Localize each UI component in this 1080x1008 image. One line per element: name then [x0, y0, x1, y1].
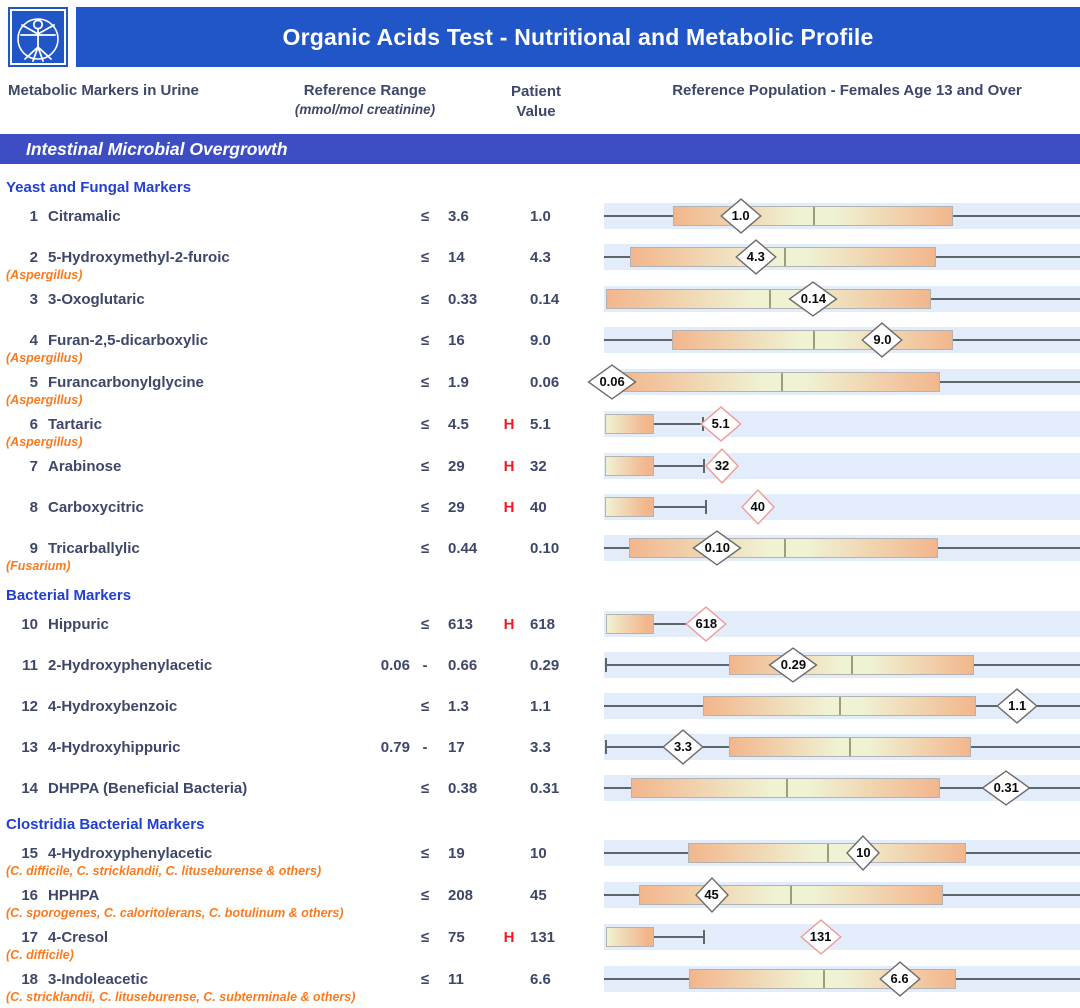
whisker-cap-right — [703, 930, 705, 944]
reference-operator: ≤ — [420, 207, 430, 225]
organism-note: (Aspergillus) — [6, 268, 83, 282]
whisker-cap-left — [605, 658, 607, 672]
patient-value: 6.6 — [530, 970, 551, 988]
patient-value: 131 — [530, 928, 556, 946]
plot-band — [604, 775, 1080, 801]
marker-line — [0, 369, 1080, 395]
plot-band — [604, 966, 1080, 992]
patient-label-line2: Value — [516, 103, 556, 120]
plot-band — [604, 286, 1080, 312]
plot-band — [604, 535, 1080, 561]
median-line — [784, 539, 786, 557]
distribution-plot — [604, 734, 1080, 760]
marker-row — [0, 411, 1080, 450]
patient-marker-diamond — [861, 322, 903, 358]
marker-number: 12 — [21, 697, 38, 715]
patient-marker-value: 4.3 — [746, 249, 765, 264]
high-flag: H — [503, 415, 515, 433]
marker-line — [0, 693, 1080, 719]
patient-marker-diamond — [720, 198, 762, 234]
distribution-plot — [604, 840, 1080, 866]
reference-high-value: 0.38 — [448, 779, 478, 797]
reference-high-value: 1.3 — [448, 697, 469, 715]
reference-operator: ≤ — [420, 290, 430, 308]
quartile-box — [619, 372, 940, 392]
patient-marker-value: 10 — [856, 845, 871, 860]
organism-note: (C. stricklandii, C. lituseburense, C. subterminale & others) — [6, 990, 356, 1004]
reference-high-value: 14 — [448, 248, 465, 266]
marker-name: HPHPA — [48, 886, 100, 904]
marker-number: 13 — [21, 738, 38, 756]
column-header-patient-value — [486, 82, 586, 122]
patient-value: 40 — [530, 498, 547, 516]
marker-line — [0, 924, 1080, 950]
report-header — [0, 0, 1080, 74]
plot-band — [604, 734, 1080, 760]
whisker-cap-left — [605, 740, 607, 754]
column-header-population: Reference Population - Females Age 13 and Over — [672, 82, 1022, 99]
marker-name: Carboxycitric — [48, 498, 144, 516]
reference-high-value: 0.66 — [448, 656, 478, 674]
distribution-plot — [604, 535, 1080, 561]
marker-name: 4-Hydroxybenzoic — [48, 697, 178, 715]
marker-line — [0, 327, 1080, 353]
distribution-plot — [604, 286, 1080, 312]
marker-line — [0, 882, 1080, 908]
reference-operator: ≤ — [420, 248, 430, 266]
patient-marker-diamond — [685, 606, 727, 642]
patient-value: 0.10 — [530, 539, 560, 557]
reference-high-value: 19 — [448, 844, 465, 862]
marker-number: 6 — [29, 415, 38, 433]
plot-band — [599, 369, 1080, 395]
patient-marker-value: 618 — [695, 616, 718, 631]
marker-line — [0, 840, 1080, 866]
plot-band — [604, 882, 1080, 908]
marker-row — [0, 535, 1080, 574]
marker-name: Arabinose — [48, 457, 122, 475]
reference-operator: ≤ — [420, 331, 430, 349]
reference-operator: ≤ — [420, 457, 430, 475]
plot-band — [604, 453, 1080, 479]
reference-high-value: 29 — [448, 498, 465, 516]
patient-marker-value: 0.10 — [704, 540, 730, 555]
whisker-line — [654, 465, 703, 467]
marker-name: Hippuric — [48, 615, 109, 633]
distribution-plot — [604, 882, 1080, 908]
marker-row — [0, 652, 1080, 678]
marker-number: 16 — [21, 886, 38, 904]
patient-marker-diamond — [705, 448, 739, 484]
plot-band — [604, 611, 1080, 637]
median-line — [769, 290, 771, 308]
marker-row — [0, 453, 1080, 479]
distribution-plot — [604, 693, 1080, 719]
marker-line — [0, 535, 1080, 561]
median-line — [851, 656, 853, 674]
marker-number: 1 — [29, 207, 38, 225]
marker-row — [0, 369, 1080, 408]
reference-high-value: 1.9 — [448, 373, 469, 391]
organism-note: (Aspergillus) — [6, 351, 83, 365]
reference-high-value: 11 — [448, 970, 464, 988]
reference-high-value: 4.5 — [448, 415, 469, 433]
organism-note: (Aspergillus) — [6, 435, 83, 449]
patient-marker-diamond — [700, 406, 742, 442]
marker-row — [0, 494, 1080, 520]
median-line — [813, 331, 815, 349]
high-flag: H — [503, 457, 515, 475]
patient-marker-diamond — [996, 688, 1038, 724]
patient-marker-value: 1.0 — [731, 208, 750, 223]
median-line — [784, 248, 786, 266]
marker-number: 9 — [29, 539, 38, 557]
reference-operator: ≤ — [420, 970, 430, 988]
reference-operator: ≤ — [420, 928, 430, 946]
marker-number: 18 — [21, 970, 38, 988]
patient-marker-diamond — [735, 239, 777, 275]
reference-range-unit: (mmol/mol creatinine) — [294, 102, 436, 117]
patient-value: 10 — [530, 844, 547, 862]
patient-value: 0.29 — [530, 656, 560, 674]
plot-band — [604, 693, 1080, 719]
patient-marker-value: 1.1 — [1008, 698, 1027, 713]
reference-high-value: 208 — [448, 886, 474, 904]
reference-operator: ≤ — [420, 844, 430, 862]
vitruvian-man-logo-icon — [8, 7, 68, 67]
patient-label-line1: Patient — [510, 83, 561, 100]
group-title: Bacterial Markers — [6, 587, 132, 604]
marker-name: 3-Oxoglutaric — [48, 290, 145, 308]
median-line — [823, 970, 825, 988]
group-title: Yeast and Fungal Markers — [6, 179, 192, 196]
reference-operator: ≤ — [420, 415, 430, 433]
marker-number: 2 — [29, 248, 38, 266]
whisker-cap-right — [705, 500, 707, 514]
marker-name: 3-Indoleacetic — [48, 970, 149, 988]
marker-line — [0, 411, 1080, 437]
reference-high-value: 75 — [448, 928, 465, 946]
marker-line — [0, 734, 1080, 760]
patient-marker-value: 0.31 — [993, 780, 1019, 795]
distribution-plot — [604, 775, 1080, 801]
reference-operator: - — [422, 656, 428, 674]
marker-name: Citramalic — [48, 207, 121, 225]
plot-band — [604, 203, 1080, 229]
median-line — [839, 697, 841, 715]
marker-row — [0, 734, 1080, 760]
median-line — [813, 207, 815, 225]
organism-note: (C. sporogenes, C. caloritolerans, C. botulinum & others) — [6, 906, 344, 920]
marker-number: 11 — [22, 656, 38, 674]
median-line — [790, 886, 792, 904]
patient-marker-diamond — [879, 961, 921, 997]
marker-row — [0, 840, 1080, 879]
reference-operator: ≤ — [420, 539, 430, 557]
reference-operator: ≤ — [420, 498, 430, 516]
reference-range-label: Reference Range — [303, 82, 427, 99]
marker-row — [0, 775, 1080, 801]
marker-row — [0, 611, 1080, 637]
reference-high-value: 29 — [448, 457, 465, 475]
median-line — [849, 738, 851, 756]
patient-marker-diamond — [768, 647, 818, 683]
marker-line — [0, 494, 1080, 520]
median-line — [781, 373, 783, 391]
median-line — [786, 779, 788, 797]
marker-number: 14 — [21, 779, 38, 797]
patient-marker-diamond — [692, 530, 742, 566]
patient-marker-value: 9.0 — [873, 332, 892, 347]
patient-marker-diamond — [788, 281, 838, 317]
high-flag: H — [503, 498, 515, 516]
distribution-plot — [604, 411, 1080, 437]
quartile-box — [605, 497, 655, 517]
organism-note: (C. difficile) — [6, 948, 74, 962]
distribution-plot — [604, 453, 1080, 479]
reference-high-value: 3.6 — [448, 207, 469, 225]
patient-value: 1.0 — [530, 207, 551, 225]
marker-number: 10 — [21, 615, 38, 633]
patient-marker-diamond — [695, 877, 729, 913]
marker-name: DHPPA (Beneficial Bacteria) — [48, 779, 248, 797]
plot-band — [604, 840, 1080, 866]
patient-value: 0.14 — [530, 290, 560, 308]
quartile-box — [605, 456, 655, 476]
organism-note: (Fusarium) — [6, 559, 71, 573]
marker-name: 4-Cresol — [48, 928, 109, 946]
distribution-plot — [604, 203, 1080, 229]
plot-band — [604, 411, 1080, 437]
reference-operator: ≤ — [420, 373, 430, 391]
marker-line — [0, 966, 1080, 992]
marker-row — [0, 244, 1080, 283]
patient-value: 0.31 — [530, 779, 560, 797]
patient-marker-diamond — [587, 364, 637, 400]
marker-name: Furan-2,5-dicarboxylic — [48, 331, 209, 349]
marker-groups — [0, 164, 1080, 1005]
patient-value: 32 — [530, 457, 547, 475]
patient-marker-diamond — [846, 835, 880, 871]
marker-line — [0, 453, 1080, 479]
marker-line — [0, 652, 1080, 678]
quartile-box — [606, 927, 655, 947]
distribution-plot — [604, 611, 1080, 637]
patient-marker-value: 0.14 — [800, 291, 827, 306]
patient-marker-value: 3.3 — [673, 739, 693, 754]
patient-value: 4.3 — [530, 248, 551, 266]
marker-number: 5 — [29, 373, 38, 391]
reference-operator: - — [422, 738, 428, 756]
plot-band — [604, 327, 1080, 353]
whisker-line — [654, 506, 705, 508]
patient-marker-value: 5.1 — [711, 416, 730, 431]
marker-row — [0, 286, 1080, 312]
marker-name: 4-Hydroxyhippuric — [48, 738, 181, 756]
marker-row — [0, 924, 1080, 963]
high-flag: H — [503, 928, 515, 946]
reference-high-value: 0.33 — [448, 290, 478, 308]
marker-line — [0, 775, 1080, 801]
patient-value: 45 — [530, 886, 547, 904]
title-bar — [76, 7, 1080, 67]
patient-value: 3.3 — [530, 738, 551, 756]
marker-number: 3 — [29, 290, 38, 308]
high-flag: H — [503, 615, 515, 633]
report-title: Organic Acids Test - Nutritional and Metabolic Profile — [282, 23, 874, 50]
distribution-plot — [604, 244, 1080, 270]
patient-marker-value: 6.6 — [890, 971, 909, 986]
reference-operator: ≤ — [420, 697, 430, 715]
patient-marker-diamond — [981, 770, 1031, 806]
reference-operator: ≤ — [420, 615, 430, 633]
marker-row — [0, 882, 1080, 921]
marker-name: Tartaric — [48, 415, 102, 433]
group-title: Clostridia Bacterial Markers — [6, 816, 205, 833]
reference-high-value: 613 — [448, 615, 474, 633]
distribution-plot — [604, 652, 1080, 678]
distribution-plot — [604, 494, 1080, 520]
column-headers — [0, 74, 1080, 132]
distribution-plot — [604, 966, 1080, 992]
marker-number: 7 — [29, 457, 38, 475]
reference-high-value: 17 — [448, 738, 465, 756]
patient-marker-diamond — [662, 729, 704, 765]
distribution-plot — [604, 327, 1080, 353]
marker-line — [0, 244, 1080, 270]
marker-row — [0, 327, 1080, 366]
patient-value: 0.06 — [530, 373, 560, 391]
marker-number: 8 — [29, 498, 38, 516]
quartile-box — [605, 414, 655, 434]
marker-line — [0, 286, 1080, 312]
patient-marker-diamond — [800, 919, 842, 955]
column-header-reference-range — [263, 82, 467, 117]
quartile-box — [630, 247, 936, 267]
plot-band — [604, 652, 1080, 678]
column-header-markers: Metabolic Markers in Urine — [8, 82, 199, 99]
patient-marker-value: 40 — [750, 499, 765, 514]
plot-band — [604, 924, 1080, 950]
quartile-box — [606, 614, 655, 634]
median-line — [827, 844, 829, 862]
plot-band — [604, 494, 1080, 520]
marker-line — [0, 203, 1080, 229]
marker-name: 5-Hydroxymethyl-2-furoic — [48, 248, 230, 266]
patient-marker-value: 45 — [704, 887, 719, 902]
marker-number: 15 — [21, 844, 38, 862]
reference-high-value: 0.44 — [448, 539, 478, 557]
organism-note: (C. difficile, C. stricklandii, C. lituseburense & others) — [6, 864, 322, 878]
section-header: Intestinal Microbial Overgrowth — [0, 134, 1080, 164]
reference-operator: ≤ — [420, 779, 430, 797]
reference-high-value: 16 — [448, 331, 465, 349]
patient-marker-value: 0.06 — [599, 374, 625, 389]
patient-marker-diamond — [741, 489, 775, 525]
patient-value: 1.1 — [530, 697, 551, 715]
marker-name: Furancarbonylglycine — [48, 373, 204, 391]
patient-marker-value: 131 — [809, 929, 832, 944]
marker-name: 4-Hydroxyphenylacetic — [48, 844, 213, 862]
patient-value: 5.1 — [530, 415, 551, 433]
patient-value: 9.0 — [530, 331, 551, 349]
reference-low-value: 0.79 — [380, 738, 410, 756]
marker-name: Tricarballylic — [48, 539, 140, 557]
organism-note: (Aspergillus) — [6, 393, 83, 407]
whisker-line — [654, 936, 703, 938]
marker-row — [0, 203, 1080, 229]
reference-low-value: 0.06 — [380, 656, 410, 674]
patient-value: 618 — [530, 615, 556, 633]
distribution-plot — [599, 369, 1080, 395]
marker-number: 4 — [29, 331, 38, 349]
plot-band — [604, 244, 1080, 270]
reference-operator: ≤ — [420, 886, 430, 904]
patient-marker-value: 32 — [714, 458, 730, 473]
distribution-plot — [604, 924, 1080, 950]
whisker-line — [654, 423, 702, 425]
marker-row — [0, 966, 1080, 1005]
marker-row — [0, 693, 1080, 719]
patient-marker-value: 0.29 — [780, 657, 807, 672]
marker-line — [0, 611, 1080, 637]
marker-number: 17 — [21, 928, 38, 946]
whisker-line — [654, 623, 685, 625]
marker-name: 2-Hydroxyphenylacetic — [48, 656, 213, 674]
